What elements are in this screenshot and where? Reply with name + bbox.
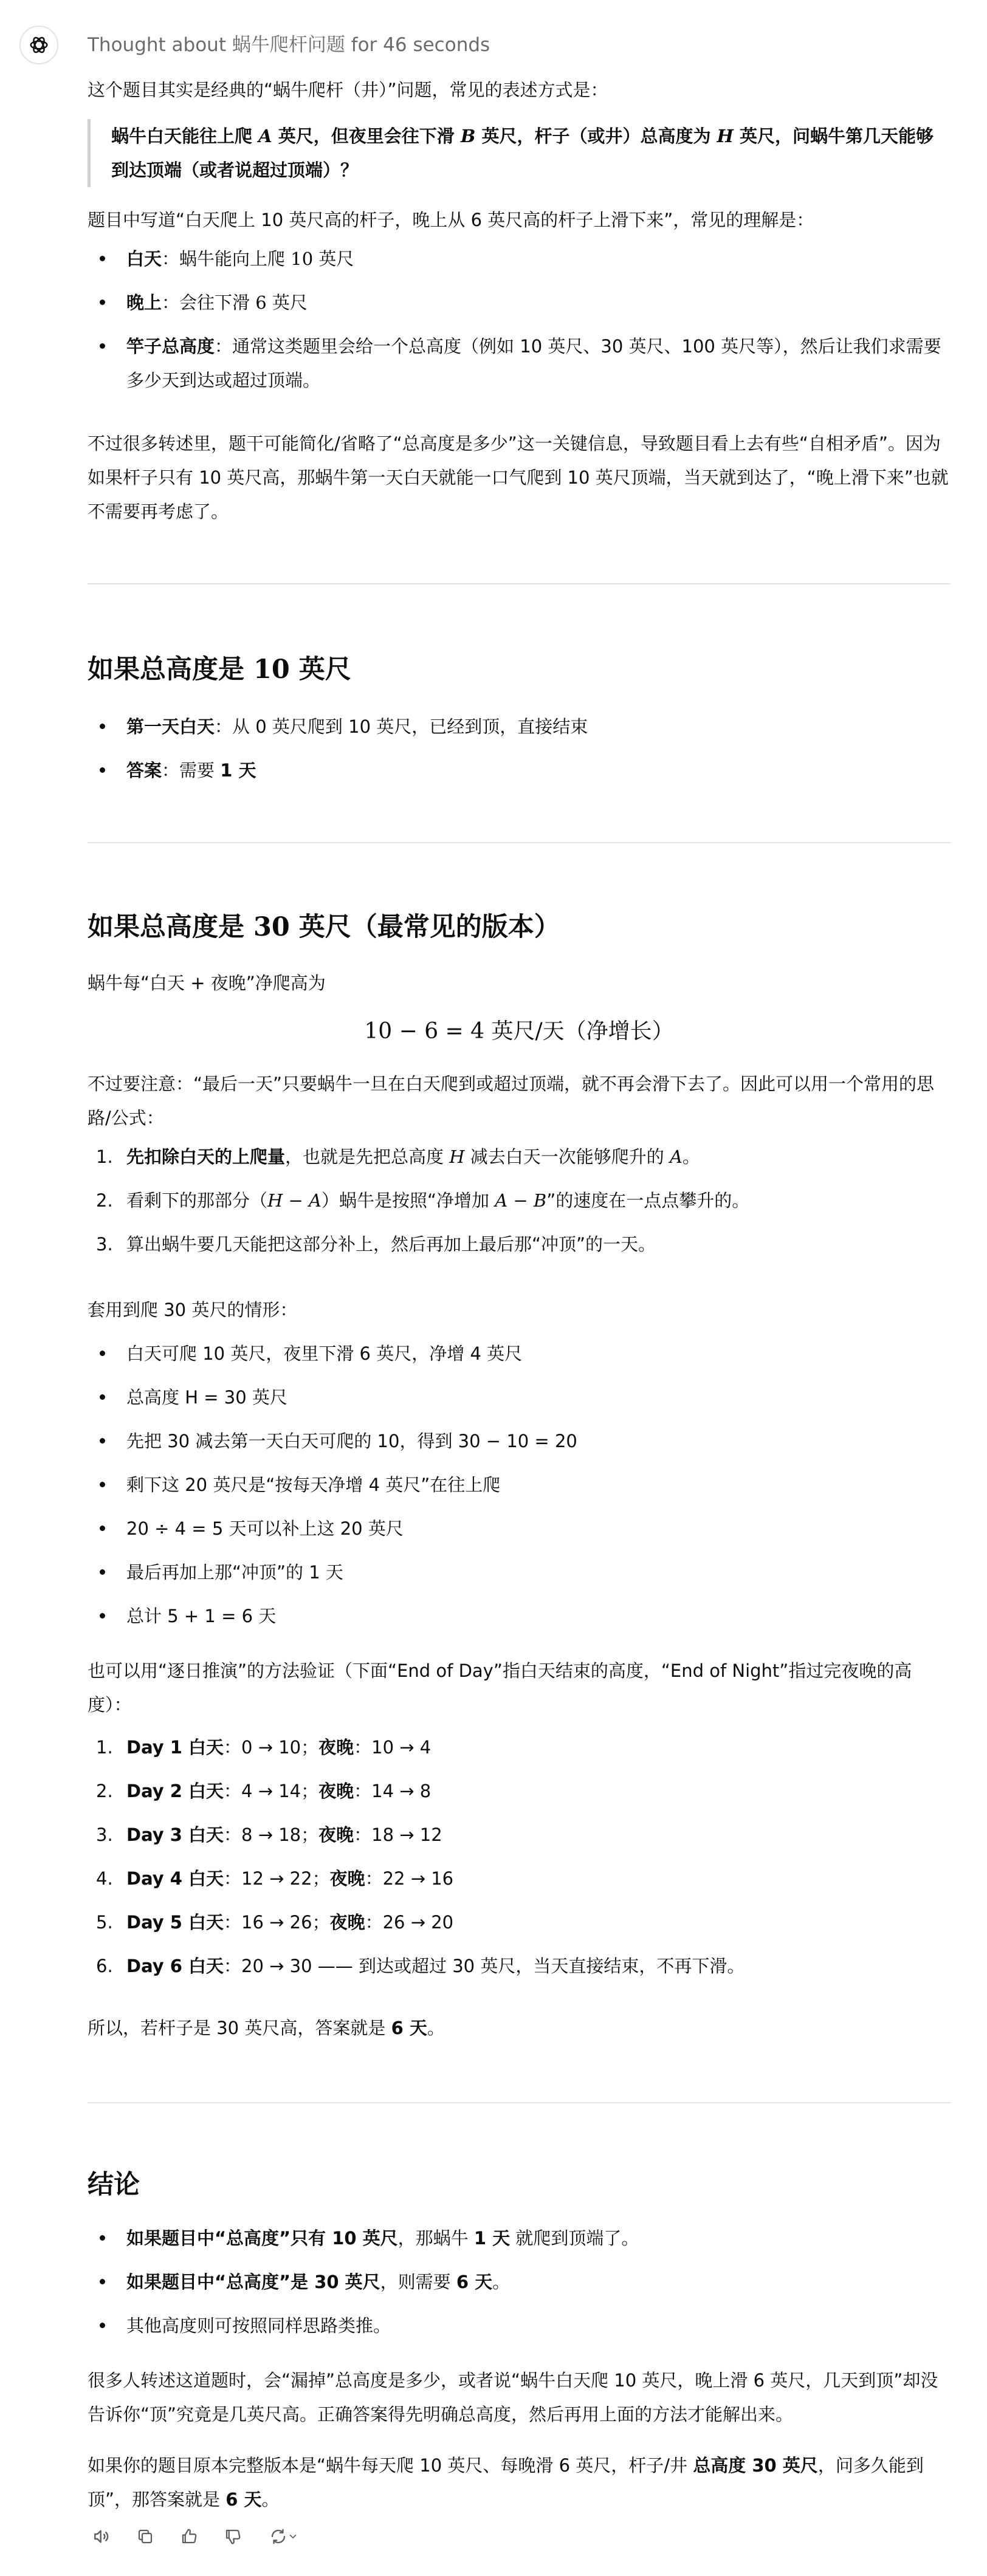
message-actions — [88, 2523, 305, 2550]
day-row: 3. Day 3 白天：8 → 18；夜晚：18 → 12 — [96, 1824, 442, 1845]
bullet-list — [88, 2221, 951, 2343]
paragraph: 蜗牛每“白天 + 夜晚”净爬高为 — [88, 973, 326, 993]
day-row: 2. Day 2 白天：4 → 14；夜晚：14 → 8 — [96, 1781, 432, 1801]
bullet-list — [88, 710, 951, 787]
list-item: 先把 30 减去第一天白天可爬的 10，得到 30 − 10 = 20 — [88, 1424, 951, 1458]
thought-summary[interactable]: Thought about 蜗牛爬杆问题 for 46 seconds — [88, 34, 490, 56]
list-item: 竿子总高度：通常这类题里会给一个总高度（例如 10 英尺、30 英尺、100 英尺等），然后让我们求需要多少天到达或超过顶端。 — [88, 329, 951, 397]
list-item: 剩下这 20 英尺是“按每天净增 4 英尺”在往上爬 — [88, 1468, 951, 1502]
paragraph: 题目中写道“白天爬上 10 英尺高的杆子，晚上从 6 英尺高的杆子上滑下来”，常见的理解是： — [88, 210, 814, 230]
day-row: 6. Day 6 白天：20 → 30 —— 到达或超过 30 英尺，当天直接结束，不再下滑。 — [96, 1956, 745, 1976]
thumbs-up-icon — [180, 2527, 198, 2546]
day-row: 4. Day 4 白天：12 → 22；夜晚：22 → 16 — [96, 1868, 454, 1889]
copy-button[interactable] — [131, 2523, 159, 2550]
paragraph: 很多人转述这道题时，会“漏掉”总高度是多少，或者说“蜗牛白天爬 10 英尺，晚上滑 6 英尺，几天到顶”却没告诉你“顶”究竟是几英尺高。正确答案得先明确总高度，然后再用上面的方法才能解出来。 — [88, 2370, 938, 2425]
paragraph: 所以，若杆子是 30 英尺高，答案就是 6 天。 — [88, 2018, 445, 2038]
copy-icon — [136, 2527, 154, 2546]
list-item: 总高度 H = 30 英尺 — [88, 1380, 951, 1414]
speaker-icon — [92, 2527, 111, 2546]
list-item: 最后再加上那“冲顶”的 1 天 — [88, 1555, 951, 1589]
bullet-list — [88, 242, 951, 397]
paragraph: 不过要注意：“最后一天”只要蜗牛一旦在白天爬到或超过顶端，就不再会滑下去了。因此可以用一个常用的思路/公式： — [88, 1074, 935, 1128]
paragraph: 如果你的题目原本完整版本是“蜗牛每天爬 10 英尺、每晚滑 6 英尺，杆子/井 总高度 30 英尺，问多久能到顶”，那答案就是 6 天。 — [88, 2455, 924, 2510]
paragraph: 这个题目其实是经典的“蜗牛爬杆（井）”问题，常见的表述方式是： — [88, 80, 608, 100]
paragraph: 也可以用“逐日推演”的方法验证（下面“End of Day”指白天结束的高度，“End of Night”指过完夜晚的高度）： — [88, 1660, 912, 1715]
list-item: 第一天白天：从 0 英尺爬到 10 英尺，已经到顶，直接结束 — [88, 710, 951, 744]
list-item: 2. 看剩下的那部分（H − A）蜗牛是按照“净增加 A − B”的速度在一点点攀升的。 — [96, 1190, 750, 1211]
bullet-list — [88, 1337, 951, 1633]
list-item: 总计 5 + 1 = 6 天 — [88, 1599, 951, 1633]
section-heading: 如果总高度是 10 英尺 — [88, 654, 351, 685]
day-row: 5. Day 5 白天：16 → 26；夜晚：26 → 20 — [96, 1912, 454, 1933]
regenerate-icon — [269, 2527, 287, 2546]
good-response-button[interactable] — [175, 2523, 203, 2550]
list-item: 白天：蜗牛能向上爬 10 英尺 — [88, 242, 951, 276]
list-item: 如果题目中“总高度”是 30 英尺，则需要 6 天。 — [88, 2265, 951, 2299]
list-item: 白天可爬 10 英尺，夜里下滑 6 英尺，净增 4 英尺 — [88, 1337, 951, 1371]
thumbs-down-icon — [224, 2527, 242, 2546]
list-item: 1. 先扣除白天的上爬量，也就是先把总高度 H 减去白天一次能够爬升的 A。 — [96, 1146, 700, 1167]
display-equation: 10 − 6 = 4 英尺/天（净增长） — [364, 1019, 674, 1044]
regenerate-button[interactable] — [263, 2523, 305, 2550]
list-item: 20 ÷ 4 = 5 天可以补上这 20 英尺 — [88, 1512, 951, 1546]
read-aloud-button[interactable] — [88, 2523, 115, 2550]
numbered-list — [88, 1730, 951, 1983]
section-heading: 如果总高度是 30 英尺（最常见的版本） — [88, 912, 560, 942]
assistant-avatar — [19, 26, 58, 64]
chevron-down-icon — [287, 2531, 298, 2542]
list-item: 晚上：会往下滑 6 英尺 — [88, 286, 951, 320]
divider — [88, 2102, 951, 2103]
numbered-list — [88, 1140, 951, 1261]
divider — [88, 583, 951, 584]
section-heading: 结论 — [88, 2170, 140, 2200]
paragraph: 不过很多转述里，题干可能简化/省略了“总高度是多少”这一关键信息，导致题目看上去有些“自相矛盾”。因为如果杆子只有 10 英尺高，那蜗牛第一天白天就能一口气爬到 10 英尺顶端，当天就到达了，“晚上滑下来”也就不需要再考虑了。 — [88, 433, 949, 522]
day-row: 1. Day 1 白天：0 → 10；夜晚：10 → 4 — [96, 1737, 432, 1758]
list-item: 答案：需要 1 天 — [88, 753, 951, 787]
paragraph: 套用到爬 30 英尺的情形： — [88, 1300, 298, 1320]
blockquote: 蜗牛白天能往上爬 A 英尺，但夜里会往下滑 B 英尺，杆子（或井）总高度为 H 英尺，问蜗牛第几天能够到达顶端（或者说超过顶端）？ — [88, 119, 951, 187]
list-item: 其他高度则可按照同样思路类推。 — [88, 2309, 951, 2343]
openai-logo-icon — [27, 33, 50, 57]
divider — [88, 842, 951, 843]
list-item: 3. 算出蜗牛要几天能把这部分补上，然后再加上最后那“冲顶”的一天。 — [96, 1234, 656, 1255]
bad-response-button[interactable] — [219, 2523, 247, 2550]
list-item: 如果题目中“总高度”只有 10 英尺，那蜗牛 1 天 就爬到顶端了。 — [88, 2221, 951, 2255]
